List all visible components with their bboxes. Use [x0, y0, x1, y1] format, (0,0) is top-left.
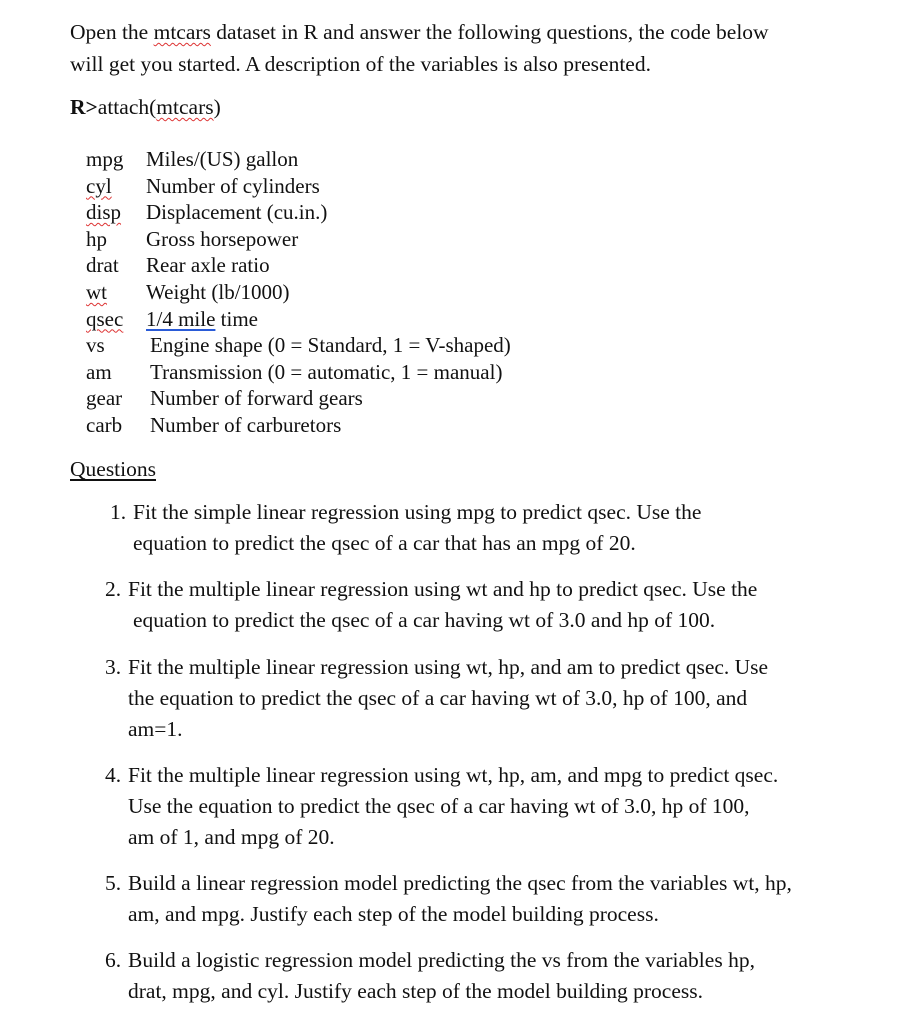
question-number: 2.	[105, 577, 122, 601]
dataset-name: mtcars	[153, 20, 211, 44]
variable-description-underlined: 1/4 mile	[146, 306, 216, 331]
question-number: 4.	[105, 763, 122, 787]
intro-paragraph	[70, 16, 870, 80]
question-item	[105, 868, 845, 930]
r-prompt: R>	[70, 95, 98, 119]
question-line: am, and mpg. Justify each step of the model building process.	[128, 902, 659, 926]
question-number: 1.	[110, 500, 127, 524]
variable-name: carb	[86, 412, 123, 437]
question-number: 5.	[105, 871, 122, 895]
question-line: Fit the multiple linear regression using wt, hp, and am to predict qsec. Use	[128, 655, 769, 679]
question-item	[105, 760, 845, 853]
variable-name: hp	[86, 226, 107, 251]
question-line: am=1.	[128, 717, 183, 741]
question-number: 6.	[105, 948, 122, 972]
variable-description	[146, 306, 258, 333]
intro-line-2: will get you started. A description of the variables is also presented.	[70, 52, 651, 76]
intro-line-1	[70, 16, 870, 48]
intro-line-1-prefix: Open the	[70, 20, 154, 44]
variable-description: Displacement (cu.in.)	[146, 200, 328, 225]
variable-name: cyl	[86, 173, 112, 198]
attach-code	[70, 95, 221, 120]
variable-description-rest: time	[215, 306, 258, 331]
question-line: Build a logistic regression model predicting the vs from the variables hp,	[128, 948, 755, 972]
question-item	[105, 574, 845, 636]
question-line: equation to predict the qsec of a car that has an mpg of 20.	[133, 531, 636, 555]
question-line: Fit the multiple linear regression using wt and hp to predict qsec. Use the	[128, 577, 758, 601]
question-number: 3.	[105, 655, 122, 679]
variable-name: mpg	[86, 147, 124, 171]
question-item	[105, 652, 845, 745]
variable-description: Miles/(US) gallon	[146, 147, 299, 171]
question-line: Build a linear regression model predicting the qsec from the variables wt, hp,	[128, 871, 792, 895]
question-item	[110, 497, 850, 559]
attach-call-start: attach(	[97, 95, 157, 119]
variable-name: disp	[86, 200, 122, 225]
variable-description: Rear axle ratio	[146, 253, 270, 278]
variable-name: qsec	[86, 306, 124, 331]
variable-description: Gross horsepower	[146, 226, 299, 251]
question-line: equation to predict the qsec of a car having wt of 3.0 and hp of 100.	[133, 608, 716, 632]
variable-description: Transmission (0 = automatic, 1 = manual)	[150, 359, 503, 384]
question-item	[105, 945, 845, 1007]
question-line: the equation to predict the qsec of a car having wt of 3.0, hp of 100, and	[128, 686, 748, 710]
variable-description: Weight (lb/1000)	[146, 279, 290, 304]
variable-name: drat	[86, 253, 119, 278]
variable-name: vs	[86, 333, 105, 358]
intro-line-1-suffix: dataset in R and answer the following questions, the code below	[210, 20, 769, 44]
variable-description: Number of forward gears	[150, 386, 363, 411]
variable-description: Engine shape (0 = Standard, 1 = V-shaped)	[150, 333, 511, 358]
variable-description: Number of cylinders	[146, 173, 320, 198]
variable-name: gear	[86, 386, 123, 411]
variable-name: am	[86, 359, 112, 384]
attach-call-end: )	[213, 95, 221, 119]
question-line: drat, mpg, and cyl. Justify each step of the model building process.	[128, 979, 703, 1003]
variable-name: wt	[86, 279, 107, 304]
question-line: Fit the multiple linear regression using wt, hp, am, and mpg to predict qsec.	[128, 763, 779, 787]
question-line: Fit the simple linear regression using mpg to predict qsec. Use the	[133, 500, 702, 524]
question-line: am of 1, and mpg of 20.	[128, 825, 335, 849]
variable-description: Number of carburetors	[150, 412, 342, 437]
questions-heading: Questions	[70, 457, 156, 481]
question-line: Use the equation to predict the qsec of a car having wt of 3.0, hp of 100,	[128, 794, 750, 818]
attach-arg: mtcars	[156, 95, 214, 119]
